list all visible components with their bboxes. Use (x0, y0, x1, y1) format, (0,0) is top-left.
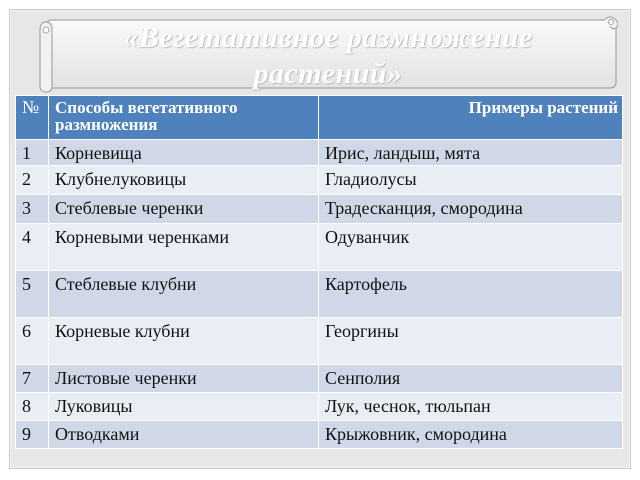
header-examples: Примеры растений (319, 96, 623, 140)
table-row (16, 166, 623, 195)
row-number: 5 (16, 271, 49, 318)
table-row (16, 224, 623, 271)
row-examples: Ирис, ландыш, мята (319, 140, 623, 166)
row-examples: Гладиолусы (319, 166, 623, 195)
row-number: 6 (16, 318, 49, 365)
table-row (16, 365, 623, 393)
table-row (16, 195, 623, 224)
row-method: Корневыми черенками (49, 224, 319, 271)
page-title: «Вегетативное размножение растений» (123, 21, 533, 90)
table-row (16, 140, 623, 166)
row-examples: Крыжовник, смородина (319, 421, 623, 449)
row-method: Стеблевые черенки (49, 195, 319, 224)
header-number: № (16, 96, 49, 140)
table-row (16, 393, 623, 421)
row-number: 4 (16, 224, 49, 271)
row-examples: Сенполия (319, 365, 623, 393)
row-method: Луковицы (49, 393, 319, 421)
row-examples: Одуванчик (319, 224, 623, 271)
row-method: Отводками (49, 421, 319, 449)
table-row (16, 271, 623, 318)
row-examples: Картофель (319, 271, 623, 318)
row-method: Стеблевые клубни (49, 271, 319, 318)
row-number: 1 (16, 140, 49, 166)
row-number: 8 (16, 393, 49, 421)
row-examples: Георгины (319, 318, 623, 365)
row-method: Корневые клубни (49, 318, 319, 365)
table-row (16, 318, 623, 365)
title-scroll-banner (38, 16, 618, 94)
row-method: Корневища (49, 140, 319, 166)
table-row (16, 421, 623, 449)
row-number: 2 (16, 166, 49, 195)
row-method: Листовые черенки (49, 365, 319, 393)
row-method: Клубнелуковицы (49, 166, 319, 195)
table-header-row (16, 96, 623, 140)
row-examples: Лук, чеснок, тюльпан (319, 393, 623, 421)
plants-table (15, 95, 623, 449)
row-number: 7 (16, 365, 49, 393)
row-examples: Традесканция, смородина (319, 195, 623, 224)
row-number: 9 (16, 421, 49, 449)
header-methods: Способы вегетативного размножения (49, 96, 319, 140)
row-number: 3 (16, 195, 49, 224)
